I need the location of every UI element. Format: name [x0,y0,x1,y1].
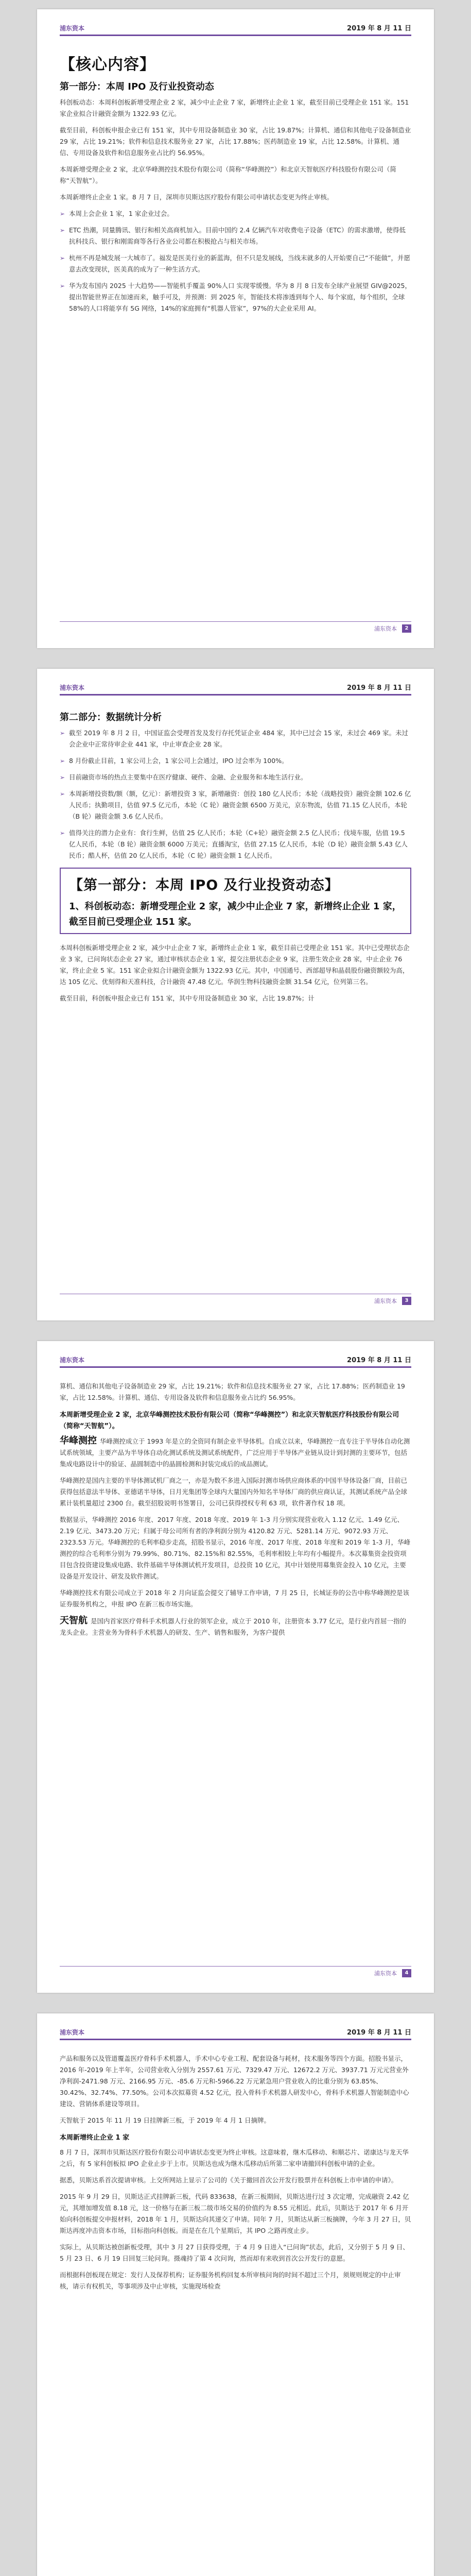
paragraph: 而根据科创板现在规定：发行人及保荐机构；证券服务机构回复本所审核问询的时间不超过三个月，须规则规定的中止审核，请示有权机关，等事项涉及中止审核，实施现场检查 [60,2271,401,2290]
header-date: 2019 年 8 月 11 日 [347,1357,411,1364]
paragraph [60,1615,411,1638]
paragraph: 华峰测控技术有限公司成立于 2018 年 2 月向证监会提交了辅导工作申请，7 月 25 日，长城证券的公告中称华峰测控是该证券服务机构之，申报 IPO 在新三板市场实施。 [60,1589,409,1608]
paragraph: 实际上，从贝斯达被创新板受理，其中 3 月 27 日获得受理，于 4 月 9 日进入“已问询”状态，此后，又分别于 5 月 9 日、5 月 23 日、6 月 19 日回复三轮问询。摄魂持了第 4 次问询，然而却有来收到首次公开发行的意愿。 [60,2243,409,2262]
paragraph: 本周新增终止企业 1 家。8 月 7 日，深圳市贝斯达医疗股份有限公司申请状态变更为终止审核。 [60,193,334,201]
paragraph [60,1435,411,1470]
page-number: 4 [402,1969,411,1977]
footer-brand: 浦东资本 [374,1297,397,1304]
page-body [60,46,411,319]
paragraph: 产品和服务以及管道覆盖医疗骨科手术机器人，手术中心专业工程、配套设备与耗材，技术服务等四个方面。招股书显示，2016 年-2019 年上半年，公司营业收入分别为 2557.61 万元、7329.47 万元、12672.2 万元、3937.71 万元元营业外净利润-2471.98 万元、2166.95 万元、-85.6 万元和-5966.22 万元紧急用户营业收入的比重分别为 63.85%、30.42%、32.74%、77.50%。公司本次拟募资 4.52 亿元，投入骨科手术机器人研发中心，骨科手术机器人智能制造中心建设、营销体系建设等项目。 [60,2055,409,2108]
header-date: 2019 年 8 月 11 日 [347,2029,411,2037]
paragraph-text: 是国内首家医疗骨科手术机器人行业的领军企业，成立于 2010 年，注册资本 3.77 亿元，是行业内首屈一指的龙头企业。主营业务为骨科手术机器人的研发、生产、销售和服务，为客户提供 [60,1617,407,1636]
section-part1-box [60,868,411,934]
paragraph: 据悉，贝斯达系首次提请审核。上交所网站上显示了公司的《关于撤回首次公开发行股票并在科创板上市申请的申请》。 [60,2176,398,2184]
bullet-item: ➢ 目前融资市场的热点主要集中在医疗健康、硬件、金融、企业服务和本地生活行业。 [60,772,411,783]
footer-brand: 浦东资本 [374,1970,397,1977]
bullet-item: ➢ 华为发布国内 2025 十大趋势——智能机手覆盖 90%人口 实现零缓慢。华为 8 月 8 日发布全球产业展望 GIV@2025，提出智能世界正在加速而来，触手可及，并预测：到 2025 年，智能技术将渗透到每个人、每个家庭，每个组织，全球 58%的人口将能享有 5G 网络，14%的家庭拥有“机器人管家”，97%的大企业采用 AI。 [60,280,411,314]
bullet-item: ➢ 杭州不再是城发展一大城市了。福发是医美行业的新蓝海，但不只是发展线，当线末就多的人开始要自己“不能做”，并愿意去改变现状，医美真的成为了一种生活方式。 [60,252,411,275]
page-header [60,680,411,696]
page-header [60,2025,411,2040]
paragraph: 华峰测控是国内主要的半导体测试机厂商之一，亦是为数不多进入国际封测市场供应商体系的中国半导体设备厂商，目前已获得包括意法半导体、亚德诺半导体，日月光集团等全球内大量国内外知名半导体厂商的供应商认证，其测试系统产品全球累计装机量超过 2300 台。截至招股说明书签署日，公司已获得授权专利 63 项，软件著作权 18 项。 [60,1477,408,1507]
brand-logo: 浦东资本 [60,684,85,691]
brand-logo: 浦东资本 [60,25,85,32]
page-1 [37,9,434,648]
bullet-item: ➢ 截至 2019 年 8 月 2 日，中国证监会受理首发及发行存托凭证企业 484 家，其中已过会 15 家，未过会 469 家。未过会企业中正常待审企业 441 家，中止审查企业 28 家。 [60,727,411,750]
lead-paragraph: 本周新增受理企业 2 家，北京华峰测控技术股份有限公司（简称“华峰测控”）和北京天智航医疗科技股份有限公司（简称“天智航”）。 [60,1411,399,1430]
bullet-item: ➢ 8 月份截止目前，1 家公司上会，1 家公司上会通过，IPO 过会率为 100%。 [60,755,411,767]
part2-heading: 第二部分：数据统计分析 [60,712,162,723]
header-date: 2019 年 8 月 11 日 [347,684,411,692]
core-content-title: 【核心内容】 [60,56,155,74]
bullet-item: ➢ ETC 热潮，同量腾讯、银行和相关高商机加入。目前中国约 2.4 亿辆汽车对收费电子设备（ETC）的需求激增，使得低抗科技兵、银行和刚需商等各行各业公司都在积极抢占与相关市场。 [60,225,411,247]
company-name: 天智航 [60,1615,88,1626]
page-header [60,1352,411,1368]
brand-logo: 浦东资本 [60,1357,85,1364]
page-body [60,706,411,1009]
paragraph: 8 月 7 日，深圳市贝斯达医疗股份有限公司申请状态变更为终止审核。这意味着，继木瓜移动、和顺芯片、诺康达与龙天华之后，有 5 家科创板拟 IPO 企业止步于上市。贝斯达也成为继木瓜移动后所第二家申请撤回科创板申请的企业。 [60,2148,409,2167]
footer-brand: 浦东资本 [374,625,397,632]
paragraph: 本周科创板新增受理企业 2 家，减少中止企业 7 家，新增终止企业 1 家，截至目前已受理企业 151 家。其中已受理状态企业 3 家，已问询状态企业 27 家，通过审核状态企业 1 家，提交注册状态企业 9 家，注册生效企业 28 家，中止企业 76 家，终止企业 5 家。151 家企业拟合计融资金额为 1322.93 亿元。其中，中国通号、西部超导和晶晨股份融资额较为高，达 105 亿元、优刻得和天准科技，合计融资 47.48 亿元。华润生物科技融资金额 31.54 亿元，位列第三名。 [60,944,410,986]
paragraph: 科创板动态：本周科创板新增受理企业 2 家，减少中止企业 7 家，新增终止企业 1 家，截至目前已受理企业 151 家。151 家企业拟合计融资金额为 1322.93 亿元。 [60,98,409,117]
bullet-list [60,727,411,861]
page-4 [37,2013,434,2576]
bullet-list [60,208,411,314]
page-number: 3 [402,1297,411,1305]
page-2 [37,669,434,1320]
company-name: 华峰测控 [60,1435,97,1446]
paragraph: 2015 年 9 月 29 日，贝斯达正式挂牌新三板，代码 833638，在新三板期间，贝斯达进行过 3 次定增，完成融资 2.42 亿元，其增加增发值 8.18 元，这一价格与在新三板二级市场交易的价值约为 8.55 元相近。此后，贝斯达于 2017 年 6 月开始向科创板提交申报材料，2018 年 1 月，贝斯达向其递交了申请。同年 7 月，贝斯达从新三板摘牌，今年 3 月 27 日，贝斯达再度冲击资本市场，目标指向科创板。而是在在几个星期后，其 IPO 之路再度止步。 [60,2193,411,2234]
page-body [60,1378,411,1643]
paragraph: 算机、通信和其他电子设备制造业 29 家，占比 19.21%；软件和信息技术服务业 27 家，占比 17.88%；医药制造业 19 家，占比 12.58%。计算机、通信、专用设备及软件和信息服务业占比约 56.95%。 [60,1382,405,1401]
page-footer [60,621,411,635]
part1-heading: 第一部分：本周 IPO 及行业投资动态 [60,81,214,92]
bullet-item: ➢ 值得关注的潜力企业有：食行生鲜，估值 25 亿人民币；本轮（C+轮）融资金额 2.5 亿人民币；伐境车服，估值 19.5 亿人民币，本轮（B 轮）融资金额 6000 万美元；直播淘宝，估值 27.15 亿人民币，本轮（D 轮）融资金额 5.43 亿人民币；酷人杯，估值 20 亿人民币，本轮（C 轮）融资金额 1 亿人民币。 [60,827,411,861]
header-date: 2019 年 8 月 11 日 [347,25,411,32]
section-title: 【第一部分：本周 IPO 及行业投资动态】 [69,877,339,893]
paragraph: 数据显示，华峰测控 2016 年度、2017 年度、2018 年度、2019 年 1-3 月分别实现营业收入 1.12 亿元、1.49 亿元、2.19 亿元、3473.20 万元；归属于母公司所有者的净利润分别为 4120.82 万元、5281.14 万元、9072.93 万元、2323.53 万元。华峰测控的毛利率稳步走高，招股书显示，2016 年度、2017 年度、2018 年度和 2019 年 1-3 月，华峰测控的综合毛利率分别为 79.99%、80.71%、82.15%和 82.55%，毛利率相较上年均有小幅提升。本次募集资金投资项目包含投资建设集成电路、软件基础半导体测试机开发项目，总投资 10 亿元，其中计划使用募集资金投入 10 亿元，主要设备是开发设计、研发及软件测试。 [60,1516,411,1580]
lead-paragraph: 本周新增终止企业 1 家 [60,2134,130,2142]
paragraph: 截至目前，科创板申报企业已有 151 家，其中专用设备制造业 30 家，占比 19.87%；计算机、通信和其他电子设备制造业 29 家，占比 19.21%；软件和信息技术服务业 27 家，占比 17.88%；医药制造业 19 家，占比 12.58%。计算机、通信、专用设备及软件和信息服务业占比约 56.95%。 [60,126,411,157]
page-footer [60,1966,411,1979]
numbered-heading: 1、科创板动态：新增受理企业 2 家，减少中止企业 7 家，新增终止企业 1 家，截至目前已受理企业 151 家。 [69,901,402,927]
paragraph: 天智航于 2015 年 11 月 19 日挂牌新三板，于 2019 年 4 月 1 日摘牌。 [60,2116,271,2124]
page-footer [60,1294,411,1307]
page-3 [37,1341,434,1993]
paragraph-text: 华峰测控成立于 1993 年是立的全资同有制企业半导体机。自成立以来，华峰测控一直专注于半导体自动化测试系统领域，主要产品为半导体自动化测试系统及测试系统配件，广泛应用于半导体产业链从设计到封测的主要环节，包括集成电路设计中的验证、晶圆制造中的晶圆检测和封装完成后的成品测试。 [60,1437,410,1468]
paragraph: 本周新增受理企业 2 家，北京华峰测控技术股份有限公司（简称“华峰测控”）和北京天智航医疗科技股份有限公司（简称“天智航”）。 [60,165,396,184]
page-number: 2 [402,624,411,633]
page-header [60,21,411,36]
page-body [60,2050,411,2297]
paragraph: 截至目前，科创板申报企业已有 151 家，其中专用设备制造业 30 家，占比 19.87%；计 [60,994,315,1002]
bullet-item: ➢ 本周新增投资数/额（额，亿元）：新增投资 3 家，新增融资：创投 180 亿人民币；本轮（战略投资）融资金额 102.6 亿人民币；执勤项目，估值 97.5 亿元币，本轮（C 轮）融资金额 6500 万美元，京东物流，估值 71.15 亿人民币，本轮（B 轮）融资金额 3.6 亿人民币。 [60,788,411,822]
bullet-item: ➢ 本周上会企业 1 家，1 家企业过会。 [60,208,411,219]
brand-logo: 浦东资本 [60,2029,85,2036]
